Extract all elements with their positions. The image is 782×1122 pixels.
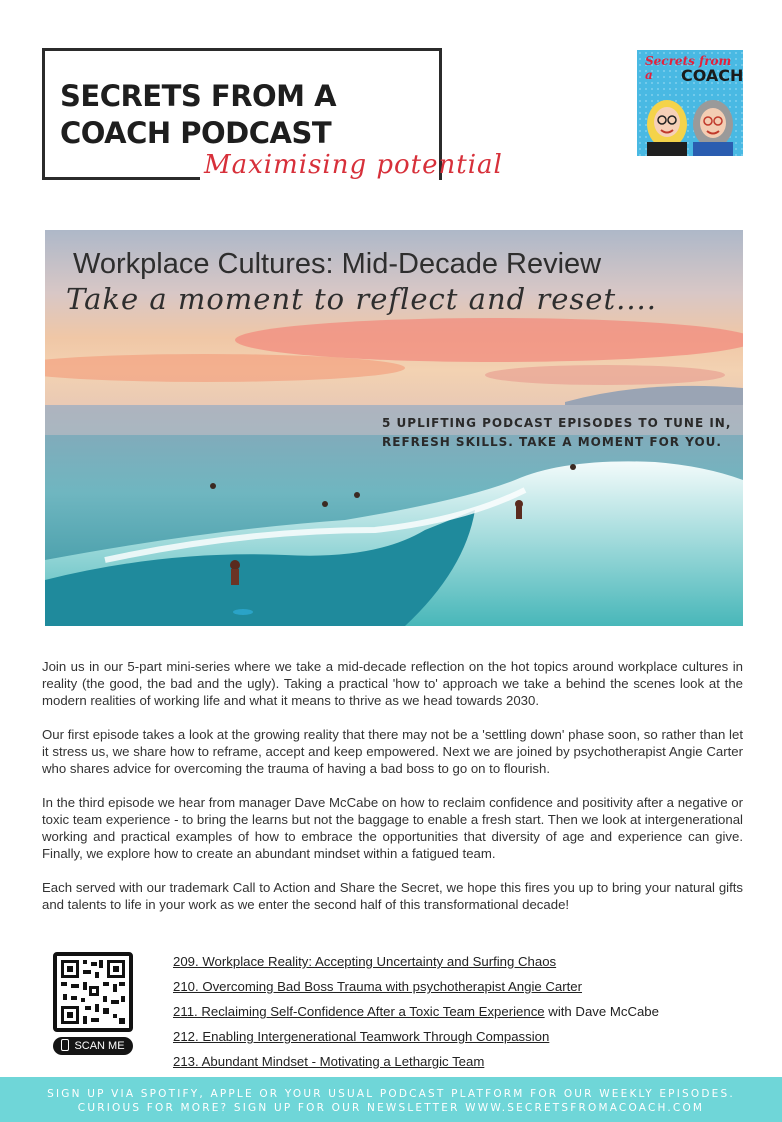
paragraph-2: Our first episode takes a look at the growing reality that there may not be a 'settling down' phase soon, so rather than let it stress us, we share how to reframe, accept and keep empowered. Next we are joined by psychotherapist Angie Carter who shares advice for overcoming the trauma of having a bad boss to go on to flourish. — [42, 727, 743, 776]
callout-line-1: 5 UPLIFTING PODCAST EPISODES TO TUNE IN, — [382, 416, 732, 430]
scan-me-badge — [53, 1037, 133, 1055]
qr-code[interactable] — [53, 952, 133, 1032]
page-title — [60, 78, 336, 152]
list-item — [173, 1003, 659, 1028]
episode-list — [173, 953, 659, 1078]
paragraph-4: Each served with our trademark Call to Action and Share the Secret, we hope this fires you up to bring your natural gifts and talents to life in your work as we enter the second half of this transformational decade! — [42, 880, 743, 912]
episode-211-link[interactable]: 211. Reclaiming Self-Confidence After a Toxic Team Experience — [173, 1004, 545, 1019]
podcast-logo — [637, 50, 743, 156]
episode-209-link[interactable]: 209. Workplace Reality: Accepting Uncertainty and Surfing Chaos — [173, 954, 557, 969]
logo-word: COACH — [681, 66, 743, 85]
logo-script: Secrets from a — [645, 54, 732, 82]
footer-line-2: CURIOUS FOR MORE? SIGN UP FOR OUR NEWSLETTER WWW.SECRETSFROMACOACH.COM — [77, 1102, 705, 1114]
title-line-1: SECRETS FROM A — [60, 79, 337, 113]
list-item — [173, 1053, 659, 1078]
qr-code-icon — [57, 956, 129, 1028]
episode-suffix: with Dave McCabe — [544, 1004, 659, 1019]
paragraph-3: In the third episode we hear from manager Dave McCabe on how to reclaim confidence and positivity after a negative or toxic team experience - to bring the learns but not the baggage to enable a fresh start. Then we look at intergenerational working and practical examples of how to embrace the opportunities that diversity of age and experience can give. Finally, we explore how to create an abundant mindset within a fatigued team. — [42, 795, 743, 861]
phone-icon — [61, 1039, 69, 1051]
footer-banner — [0, 1077, 782, 1122]
episode-210-link[interactable]: 210. Overcoming Bad Boss Trauma with psychotherapist Angie Carter — [173, 979, 583, 994]
hero-title: Workplace Cultures: Mid-Decade Review — [73, 248, 602, 280]
hero-subtitle: Take a moment to reflect and reset.... — [66, 282, 657, 316]
title-line-2: COACH PODCAST — [60, 116, 332, 150]
article-body — [42, 658, 743, 930]
tagline: Maximising potential — [204, 150, 503, 180]
callout-line-2: REFRESH SKILLS. TAKE A MOMENT FOR YOU. — [382, 435, 722, 449]
list-item — [173, 953, 659, 978]
paragraph-1: Join us in our 5-part mini-series where we take a mid-decade reflection on the hot topics around workplace cultures in reality (the good, the bad and the ugly). Taking a practical 'how to' approach we take a behind the scenes look at the modern realities of working life and what it means to thrive as we head towards 2030. — [42, 659, 743, 708]
episode-212-link[interactable]: 212. Enabling Intergenerational Teamwork Through Compassion — [173, 1029, 550, 1044]
episode-213-link[interactable]: 213. Abundant Mindset - Motivating a Lethargic Team — [173, 1054, 485, 1069]
list-item — [173, 978, 659, 1003]
list-item — [173, 1028, 659, 1053]
footer-line-1: SIGN UP VIA SPOTIFY, APPLE OR YOUR USUAL PODCAST PLATFORM FOR OUR WEEKLY EPISODES. — [47, 1088, 735, 1100]
hero-callout — [382, 414, 731, 452]
title-frame-underline — [42, 177, 200, 180]
scan-me-label: SCAN ME — [74, 1040, 125, 1052]
